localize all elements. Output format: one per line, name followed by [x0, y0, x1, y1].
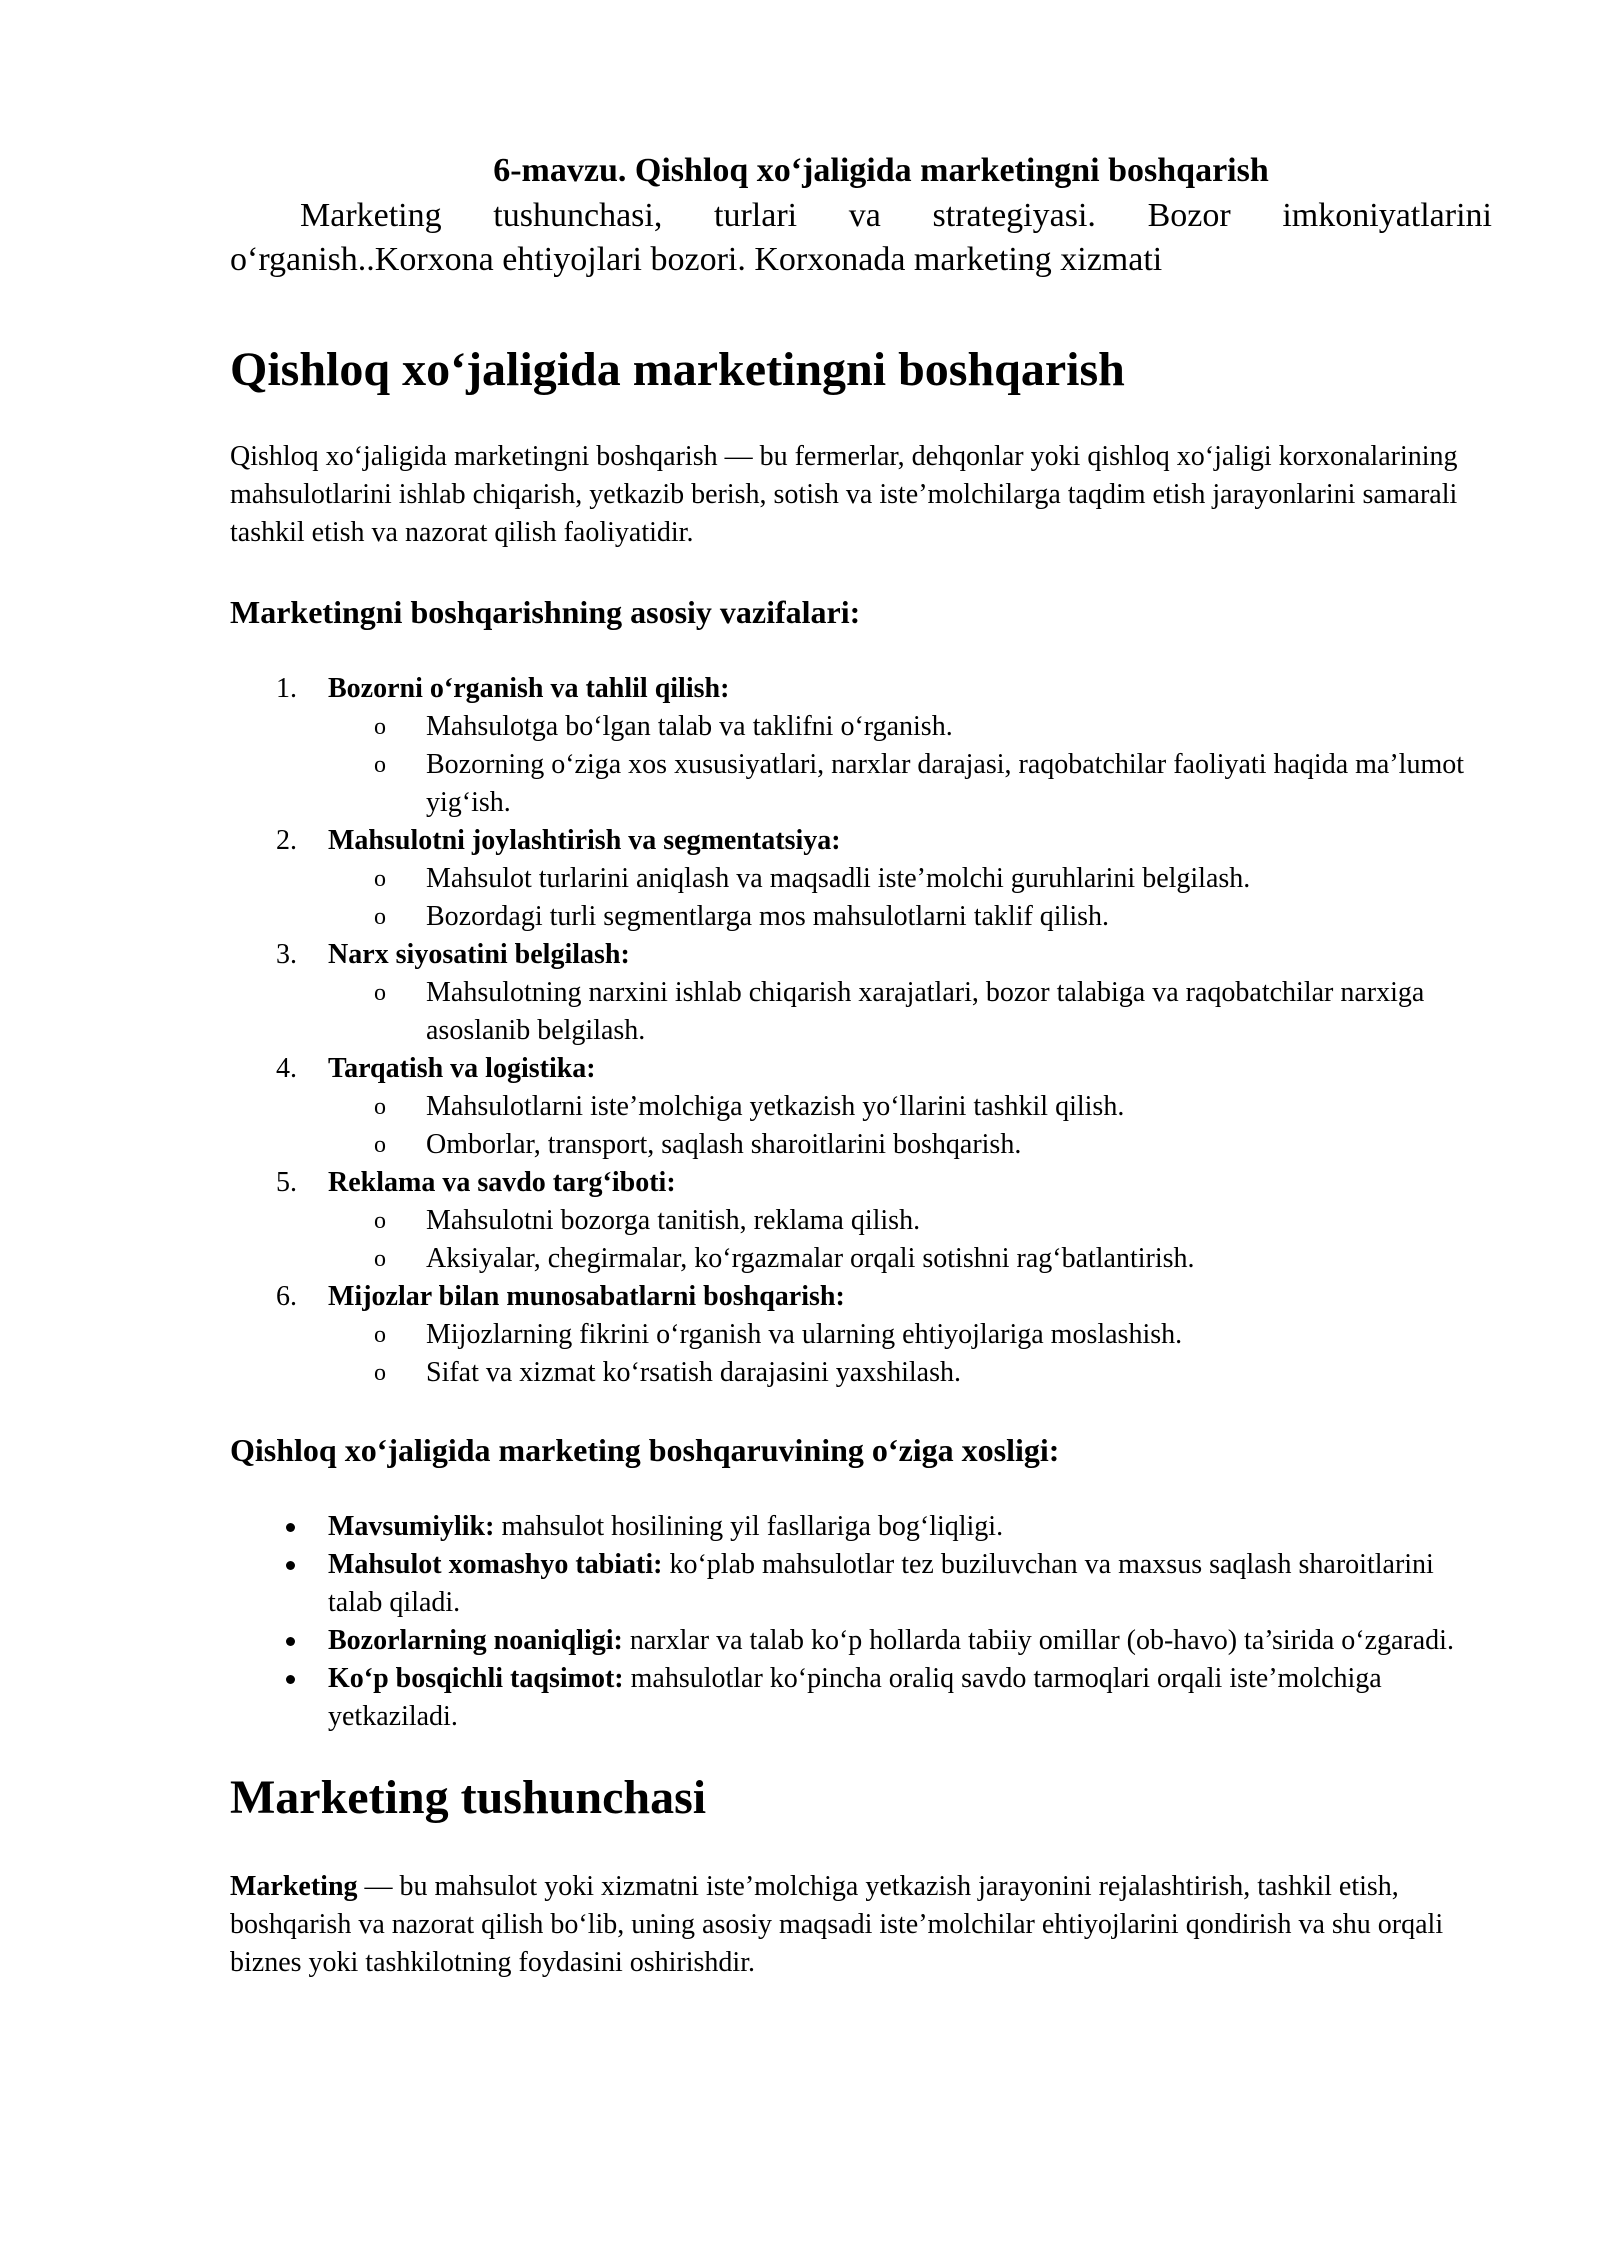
feature-item: [230, 1546, 1492, 1622]
bullet-dot-icon: [286, 1637, 295, 1646]
task-subitem-text: Mahsulotni bozorga tanitish, reklama qilish.: [426, 1205, 921, 1236]
task-sublist: [328, 1316, 1492, 1392]
task-number: 2.: [276, 825, 297, 856]
task-subitem-text: Mahsulotning narxini ishlab chiqarish xarajatlari, bozor talabiga va raqobatchilar narxiga asoslanib belgilash.: [426, 977, 1425, 1046]
task-title: Reklama va savdo targ‘iboti:: [328, 1167, 676, 1198]
task-subitem: [328, 1202, 1492, 1240]
task-subitem: [328, 1354, 1492, 1392]
features-heading: Qishloq xo‘jaligida marketing boshqaruvining o‘ziga xosligi:: [230, 1432, 1060, 1468]
task-item: [230, 822, 1492, 936]
tasks-heading: Marketingni boshqarishning asosiy vazifalari:: [230, 594, 861, 630]
task-subitem: [328, 860, 1492, 898]
task-subitem-text: Mahsulotga bo‘lgan talab va taklifni o‘rganish.: [426, 711, 953, 742]
circle-bullet-icon: o: [374, 1132, 386, 1158]
circle-bullet-icon: o: [374, 1360, 386, 1386]
task-sublist: [328, 708, 1492, 822]
bullet-dot-icon: [286, 1523, 295, 1532]
task-subitem-text: Mijozlarning fikrini o‘rganish va ularning ehtiyojlariga moslashish.: [426, 1319, 1183, 1350]
topic-subtitle: Marketing tushunchasi, turlari va strategiyasi. Bozor imkoniyatlarini o‘rganish..Korxona ehtiyojlari bozori. Korxonada marketing xizmati: [230, 197, 1492, 278]
document-page: [230, 148, 1492, 1982]
task-item: [230, 936, 1492, 1050]
task-subitem-text: Bozorning o‘ziga xos xususiyatlari, narxlar darajasi, raqobatchilar faoliyati haqida ma’lumot yig‘ish.: [426, 749, 1464, 818]
feature-text: ko‘plab mahsulotlar tez buziluvchan va maxsus saqlash sharoitlarini talab qiladi.: [328, 1549, 1434, 1618]
circle-bullet-icon: o: [374, 752, 386, 778]
task-number: 1.: [276, 673, 297, 704]
task-sublist: [328, 1088, 1492, 1164]
section-heading-marketing-concept: Marketing tushunchasi: [230, 1771, 707, 1824]
task-sublist: [328, 1202, 1492, 1278]
feature-item: [230, 1622, 1492, 1660]
task-number: 6.: [276, 1281, 297, 1312]
task-subitem-text: Aksiyalar, chegirmalar, ko‘rgazmalar orqali sotishni rag‘batlantirish.: [426, 1243, 1195, 1274]
task-subitem: [328, 1126, 1492, 1164]
task-subitem-text: Omborlar, transport, saqlash sharoitlarini boshqarish.: [426, 1129, 1022, 1160]
circle-bullet-icon: o: [374, 1208, 386, 1234]
task-item: [230, 1050, 1492, 1164]
task-subitem-text: Sifat va xizmat ko‘rsatish darajasini yaxshilash.: [426, 1357, 961, 1388]
bullet-dot-icon: [286, 1675, 295, 1684]
feature-text: narxlar va talab ko‘p hollarda tabiiy omillar (ob-havo) ta’sirida o‘zgaradi.: [622, 1625, 1454, 1656]
circle-bullet-icon: o: [374, 980, 386, 1006]
tasks-list: [230, 670, 1492, 1392]
task-item: [230, 1278, 1492, 1392]
feature-term: Mahsulot xomashyo tabiati:: [328, 1549, 663, 1580]
task-item: [230, 670, 1492, 822]
task-sublist: [328, 974, 1492, 1050]
task-title: Bozorni o‘rganish va tahlil qilish:: [328, 673, 730, 704]
task-subitem: [328, 1088, 1492, 1126]
bullet-dot-icon: [286, 1561, 295, 1570]
task-item: [230, 1164, 1492, 1278]
task-title: Mijozlar bilan munosabatlarni boshqarish:: [328, 1281, 845, 1312]
task-sublist: [328, 860, 1492, 936]
task-subitem: [328, 974, 1492, 1050]
circle-bullet-icon: o: [374, 904, 386, 930]
task-subitem-text: Bozordagi turli segmentlarga mos mahsulotlarni taklif qilish.: [426, 901, 1110, 932]
task-title: Mahsulotni joylashtirish va segmentatsiya:: [328, 825, 841, 856]
task-subitem: [328, 746, 1492, 822]
definition-term: Marketing: [230, 1871, 358, 1902]
feature-term: Ko‘p bosqichli taqsimot:: [328, 1663, 624, 1694]
intro-paragraph: Qishloq xo‘jaligida marketingni boshqarish — bu fermerlar, dehqonlar yoki qishloq xo‘jaligi korxonalarining mahsulotlarini ishlab chiqarish, yetkazib berish, sotish va iste’molchilarga taqdim etish jarayonlarini samarali tashkil etish va nazorat qilish faoliyatidir.: [230, 441, 1458, 548]
definition-paragraph: [230, 1868, 1492, 1982]
definition-text: — bu mahsulot yoki xizmatni iste’molchiga yetkazish jarayonini rejalashtirish, tashkil etish, boshqarish va nazorat qilish bo‘lib, uning asosiy maqsadi iste’molchilar ehtiyojlarini qondirish va shu orqali biznes yoki tashkilotning foydasini oshirishdir.: [230, 1871, 1444, 1978]
circle-bullet-icon: o: [374, 1094, 386, 1120]
task-subitem: [328, 1240, 1492, 1278]
circle-bullet-icon: o: [374, 714, 386, 740]
task-number: 4.: [276, 1053, 297, 1084]
circle-bullet-icon: o: [374, 1246, 386, 1272]
task-number: 3.: [276, 939, 297, 970]
feature-text: mahsulotlar ko‘pincha oraliq savdo tarmoqlari orqali iste’molchiga yetkaziladi.: [328, 1663, 1382, 1732]
feature-term: Mavsumiylik:: [328, 1511, 495, 1542]
task-subitem: [328, 1316, 1492, 1354]
task-subitem-text: Mahsulot turlarini aniqlash va maqsadli iste’molchi guruhlarini belgilash.: [426, 863, 1251, 894]
task-subitem: [328, 708, 1492, 746]
task-title: Tarqatish va logistika:: [328, 1053, 596, 1084]
features-list: [230, 1508, 1492, 1736]
feature-term: Bozorlarning noaniqligi:: [328, 1625, 623, 1656]
task-number: 5.: [276, 1167, 297, 1198]
feature-item: [230, 1660, 1492, 1736]
task-subitem: [328, 898, 1492, 936]
feature-item: [230, 1508, 1492, 1546]
circle-bullet-icon: o: [374, 1322, 386, 1348]
topic-title: 6-mavzu. Qishloq xo‘jaligida marketingni boshqarish: [493, 152, 1269, 189]
circle-bullet-icon: o: [374, 866, 386, 892]
feature-text: mahsulot hosilining yil fasllariga bog‘liqligi.: [494, 1511, 1004, 1542]
section-heading-management: Qishloq xo‘jaligida marketingni boshqarish: [230, 343, 1125, 396]
task-title: Narx siyosatini belgilash:: [328, 939, 630, 970]
task-subitem-text: Mahsulotlarni iste’molchiga yetkazish yo‘llarini tashkil qilish.: [426, 1091, 1125, 1122]
